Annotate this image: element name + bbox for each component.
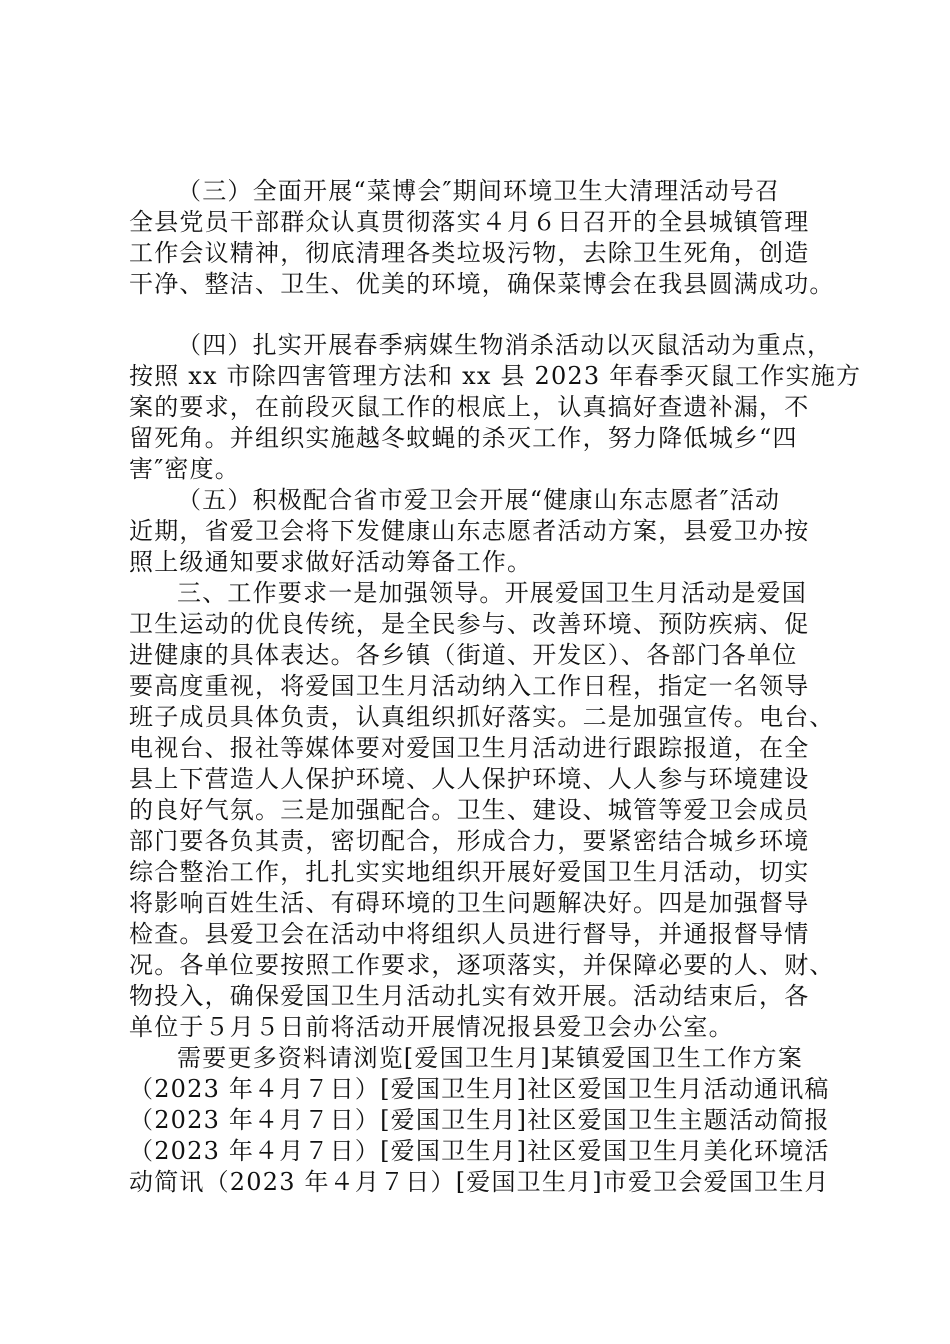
paragraph-line: （三）全面开展“菜博会″期间环境卫生大清理活动号召 <box>177 177 781 205</box>
paragraph-line: （2023 年４月７日）[爱国卫生月]社区爱国卫生月活动通讯稿 <box>129 1075 830 1103</box>
paragraph-line: （五）积极配合省市爱卫会开展“健康山东志愿者″活动 <box>177 486 781 514</box>
paragraph-line: 需要更多资料请浏览[爱国卫生月]某镇爱国卫生工作方案 <box>177 1044 803 1072</box>
paragraph-line: 检查。县爱卫会在活动中将组织人员进行督导，并通报督导情 <box>129 920 810 948</box>
paragraph-line: 将影响百姓生活、有碍环境的卫生问题解决好。四是加强督导 <box>129 889 810 917</box>
paragraph-line: 按照 xx 市除四害管理方法和 xx 县 2023 年春季灭鼠工作实施方 <box>129 362 862 390</box>
paragraph-line: 近期，省爱卫会将下发健康山东志愿者活动方案，县爱卫办按 <box>129 517 810 545</box>
paragraph-line: 动简讯（2023 年４月７日）[爱国卫生月]市爱卫会爱国卫生月 <box>129 1168 830 1196</box>
paragraph-line: 工作会议精神，彻底清理各类垃圾污物，去除卫生死角，创造 <box>129 239 810 267</box>
paragraph-line: （2023 年４月７日）[爱国卫生月]社区爱国卫生月美化环境活 <box>129 1137 830 1165</box>
paragraph-line: 进健康的具体表达。各乡镇（街道、开发区）、各部门各单位 <box>129 641 798 669</box>
paragraph-line: 县上下营造人人保护环境、人人保护环境、人人参与环境建设 <box>129 765 810 793</box>
paragraph-line: 班子成员具体负责，认真组织抓好落实。二是加强宣传。电台、 <box>129 703 835 731</box>
paragraph-line: 全县党员干部群众认真贯彻落实４月６日召开的全县城镇管理 <box>129 208 810 236</box>
paragraph-line: 的良好气氛。三是加强配合。卫生、建设、城管等爱卫会成员 <box>129 796 810 824</box>
section-4-paragraph <box>129 330 862 485</box>
paragraph-line: 照上级通知要求做好活动筹备工作。 <box>129 548 533 576</box>
paragraph-line: 单位于５月５日前将活动开展情况报县爱卫会办公室。 <box>129 1013 734 1041</box>
more-info-paragraph <box>129 1043 829 1198</box>
paragraph-line: 电视台、报社等媒体要对爱国卫生月活动进行跟踪报道，在全 <box>129 734 810 762</box>
section-5-paragraph <box>129 485 829 578</box>
paragraph-line: 干净、整洁、卫生、优美的环境，确保菜博会在我县圆满成功。 <box>129 270 835 298</box>
paragraph-line: 三、工作要求一是加强领导。开展爱国卫生月活动是爱国 <box>177 579 807 607</box>
paragraph-line: 案的要求，在前段灭鼠工作的根底上，认真搞好查遗补漏，不 <box>129 393 810 421</box>
requirements-paragraph <box>129 578 835 1043</box>
document-page <box>129 176 862 1198</box>
paragraph-line: 物投入，确保爱国卫生月活动扎实有效开展。活动结束后，各 <box>129 982 810 1010</box>
paragraph-line: 综合整治工作，扎扎实实地组织开展好爱国卫生月活动，切实 <box>129 858 810 886</box>
paragraph-line: （2023 年４月７日）[爱国卫生月]社区爱国卫生主题活动简报 <box>129 1106 830 1134</box>
paragraph-line: 部门要各负其责，密切配合，形成合力，要紧密结合城乡环境 <box>129 827 810 855</box>
paragraph-line: 况。各单位要按照工作要求，逐项落实，并保障必要的人、财、 <box>129 951 835 979</box>
paragraph-line: 要高度重视，将爱国卫生月活动纳入工作日程，指定一名领导 <box>129 672 810 700</box>
paragraph-line: 害″密度。 <box>129 455 240 483</box>
paragraph-line: 卫生运动的优良传统，是全民参与、改善环境、预防疾病、促 <box>129 610 810 638</box>
paragraph-line: 留死角。并组织实施越冬蚊蝇的杀灭工作，努力降低城乡“四 <box>129 424 798 452</box>
paragraph-gap <box>129 300 829 330</box>
paragraph-line: （四）扎实开展春季病媒生物消杀活动以灭鼠活动为重点， <box>177 331 833 359</box>
section-3-paragraph <box>129 176 835 300</box>
